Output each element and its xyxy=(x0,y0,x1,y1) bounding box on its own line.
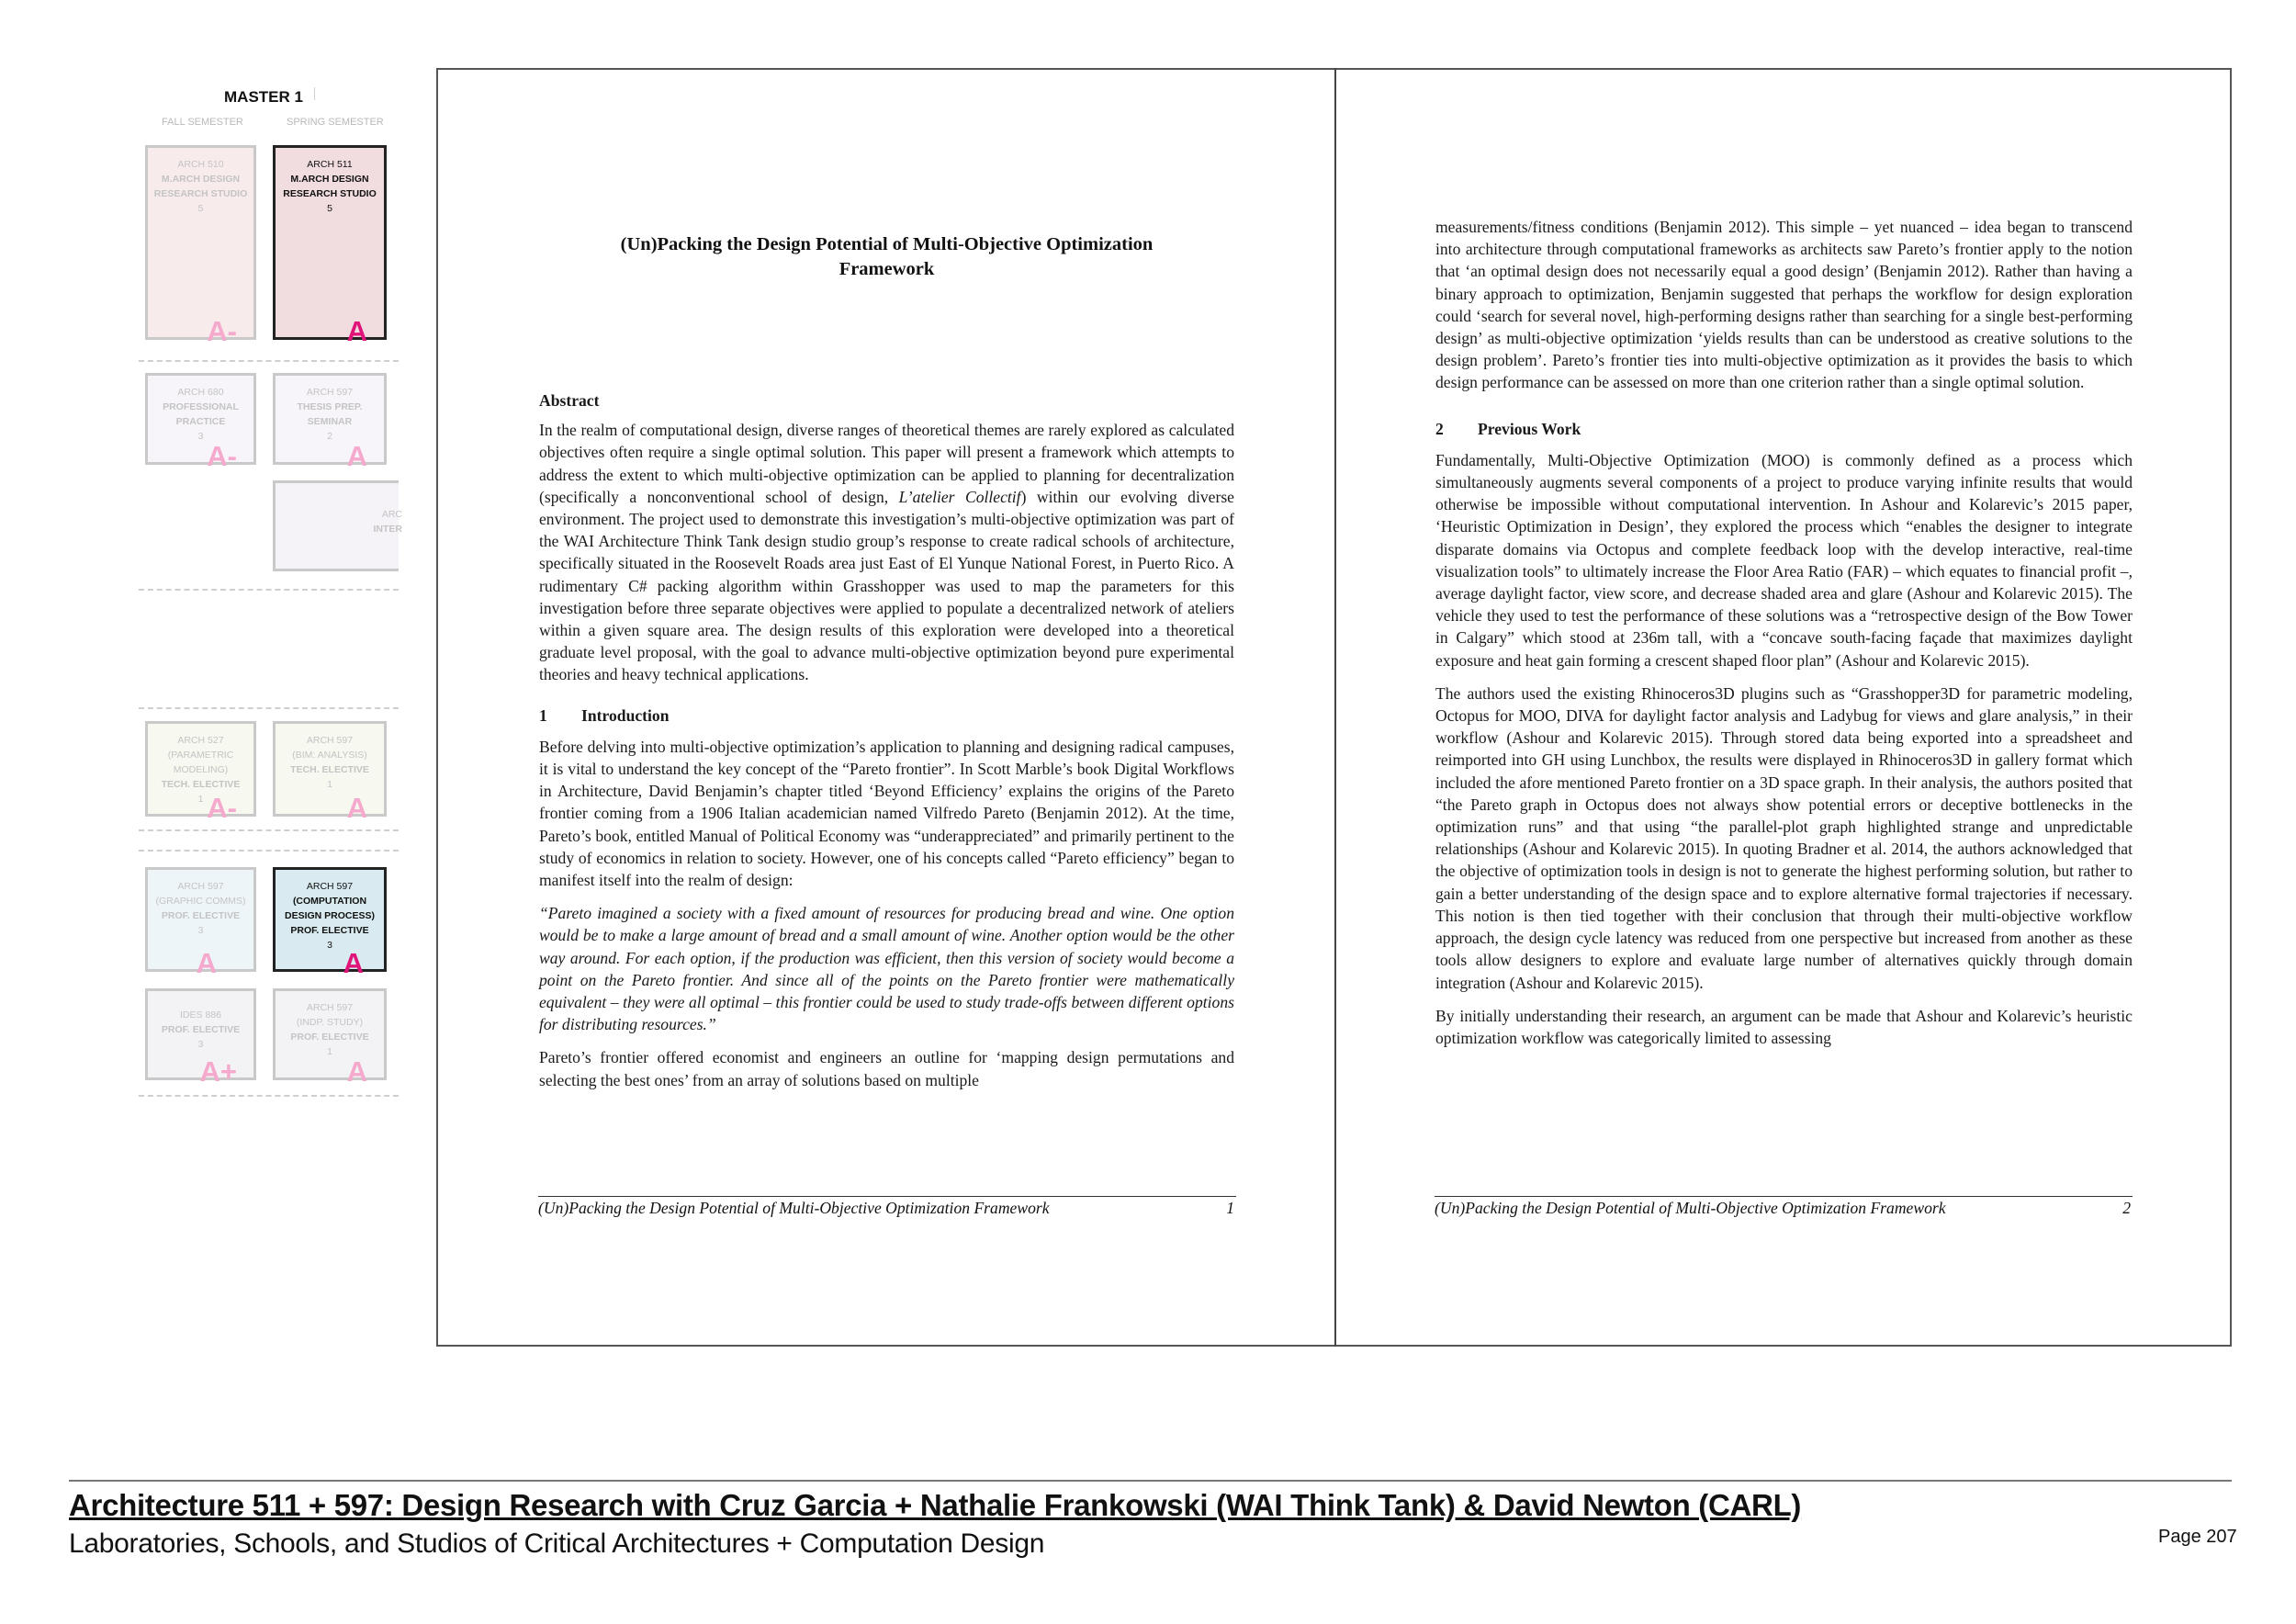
course-card-arch597-graphic xyxy=(145,867,256,979)
course-type: TECH. ELECTIVE xyxy=(161,779,241,790)
page-spine xyxy=(1334,68,1336,1347)
course-card-arch597-computation xyxy=(273,867,387,979)
section-title: Introduction xyxy=(581,705,670,725)
abstract-heading: Abstract xyxy=(539,391,600,410)
banner-rule xyxy=(69,1480,2232,1482)
course-grade: A xyxy=(346,792,367,824)
course-code: ARCH 597 xyxy=(306,881,354,892)
section-heading-introduction xyxy=(539,705,1234,727)
course-grade: A- xyxy=(207,315,237,347)
course-code: IDES 886 xyxy=(180,1009,221,1021)
footer-title: (Un)Packing the Design Potential of Multi-Objective Optimization Framework xyxy=(1435,1199,1946,1217)
course-credits: 1 xyxy=(327,779,332,790)
course-name: (GRAPHIC COMMS) xyxy=(155,896,246,907)
divider xyxy=(139,707,399,709)
course-code: ARCH 597 xyxy=(306,735,354,746)
course-card-arch680 xyxy=(145,373,256,472)
course-card-arch527 xyxy=(145,721,256,824)
course-card-ides886 xyxy=(145,988,256,1088)
course-name: RESEARCH STUDIO xyxy=(153,188,248,199)
course-name: (PARAMETRIC xyxy=(167,750,234,761)
abstract-paragraph xyxy=(539,419,1234,685)
continued-paragraph: measurements/fitness conditions (Benjamin 2012). This simple – yet nuanced – idea began to transcend into architecture through computational frameworks as architects saw Pareto’s frontier apply to the notion that ‘an optimal design does not necessarily equal a good design’ (Benjamin 2012). Rather than having a binary approach to optimization, Benjamin suggested that perhaps the workflow for design exploration could ‘search for several novel, high-performing designs rather than searching for a single best-performing design’ as multi-objective optimization ‘yields results than can be understood as creative solutions to the design problem’. Pareto’s frontier ties into multi-objective optimization as it provides the basis to which design performance can be assessed on more than one criterion rather than a single optimal solution. xyxy=(1435,218,2133,392)
course-name: MODELING) xyxy=(173,764,229,775)
course-name: PROFESSIONAL xyxy=(163,401,239,412)
abstract-text-b: ) within our evolving diverse environment. The project used to demonstrate this investigation’s multi-objective optimization was part of the WAI Architecture Think Tank design studio group’s response to create radical schools of architecture, specifically situated in the Roosevelt Roads area just East of El Yunque National Forest, in Puerto Rico. A rudimentary C# packing algorithm within Grasshopper was used to map the parameters for this investigation before three separate objectives were applied to populate a decentralized network of ateliers within a given square area. The design results of this exploration were developed into a theoretical graduate level proposal, with the goal to advance multi-objective optimization beyond pure experimental theories and heavy technical applications. xyxy=(539,487,1234,684)
course-code: ARCH 680 xyxy=(177,387,224,398)
paper-title-line2: Framework xyxy=(838,259,935,279)
banner-title: Architecture 511 + 597: Design Research with Cruz Garcia + Nathalie Frankowski (WAI Think Tank) & David Newton (CARL) xyxy=(69,1488,1802,1522)
spring-semester-label: SPRING SEMESTER xyxy=(287,117,384,128)
course-name: M.ARCH DESIGN xyxy=(161,174,241,185)
page-1-body xyxy=(539,389,1234,1102)
course-credits: 1 xyxy=(197,794,204,805)
course-name: (BIM: ANALYSIS) xyxy=(292,750,367,761)
section-title: Previous Work xyxy=(1478,419,1581,438)
course-name: RESEARCH STUDIO xyxy=(283,188,377,199)
abstract-emphasis: L’atelier Collectif xyxy=(898,487,1021,506)
divider xyxy=(139,1095,399,1097)
section-number: 2 xyxy=(1435,419,1444,438)
course-card-arch597-bim xyxy=(273,721,387,824)
course-name: SEMINAR xyxy=(307,416,353,427)
course-credits: 2 xyxy=(327,431,332,442)
course-type: PROF. ELECTIVE xyxy=(290,1032,369,1043)
course-name: M.ARCH DESIGN xyxy=(290,174,369,185)
course-credits: 5 xyxy=(327,203,332,214)
paper-title-line1: (Un)Packing the Design Potential of Multi-Objective Optimization xyxy=(620,234,1154,254)
previous-work-paragraph-2: The authors used the existing Rhinoceros3D plugins such as “Grasshopper3D for parametric modeling, Octopus for MOO, DIVA for daylight factor analysis and Ladybug for views and glare analysis,” in their workflow (Ashour and Kolarevic 2015). Through stored data being exported into a spreadsheet and reimported into GH using Lunchbox, the results were displayed in Rhinoceros3D in gallery format which included the afore mentioned Pareto frontier on a 3D space graph. In their analysis, the authors posited that “the Pareto graph in Octopus does not always show potential errors or deceptive bottlenecks in the optimization runs” and that using “the parallel-plot graph highlighted strange and unpredictable relationships (Ashour and Kolarevic 2015). In quoting Bradner et al. 2014, the authors acknowledged that the objective of optimization tools in design is not to generate the highest performing solution, but rather to gain a better understanding of the design space and to explore alternative formal trajectories if necessary. This notion is then tied together with their conclusion that through their multi-objective workflow approach, the design cycle latency was reduced from one perspective but increased from another as these tools allow designers to explore and evaluate large number of alternatives quickly through domain integration (Ashour and Kolarevic 2015). xyxy=(1435,683,2133,992)
course-type: TECH. ELECTIVE xyxy=(290,764,369,775)
course-code: ARCH 527 xyxy=(177,735,224,746)
course-name: (INDP. STUDY) xyxy=(296,1017,364,1028)
course-credits: 5 xyxy=(197,203,204,214)
divider xyxy=(139,850,399,851)
intro-paragraph-2: Pareto’s frontier offered economist and engineers an outline for ‘mapping design permutations and selecting the best ones’ from an array of solutions based on multiple xyxy=(539,1048,1234,1089)
course-card-arch-inter xyxy=(273,480,402,571)
course-code: ARCH 510 xyxy=(177,159,224,170)
course-credits: 3 xyxy=(197,925,204,936)
course-code: ARCH 511 xyxy=(307,159,353,170)
page-2-body xyxy=(1435,216,2133,1060)
course-card-arch597-thesis xyxy=(273,373,387,472)
course-credits: 1 xyxy=(327,1046,332,1057)
course-card-arch511 xyxy=(273,145,387,347)
course-code: ARC xyxy=(381,509,402,520)
chart-tick xyxy=(314,87,315,100)
section-heading-previous-work xyxy=(1435,418,2133,440)
course-grade: A xyxy=(346,315,367,347)
paper-title xyxy=(539,232,1234,282)
course-grade: A xyxy=(346,1055,367,1088)
divider xyxy=(139,589,399,591)
course-name: (COMPUTATION xyxy=(292,896,367,907)
footer-title: (Un)Packing the Design Potential of Multi-Objective Optimization Framework xyxy=(538,1199,1050,1217)
chart-title: MASTER 1 xyxy=(224,88,303,106)
course-code: ARCH 597 xyxy=(306,1002,354,1013)
course-grade: A+ xyxy=(199,1055,237,1088)
page-2-footer xyxy=(1435,1196,2133,1218)
divider xyxy=(139,829,399,831)
course-type: PROF. ELECTIVE xyxy=(161,1024,241,1035)
course-type: PROF. ELECTIVE xyxy=(161,910,241,921)
course-name: INTER xyxy=(373,524,402,535)
divider xyxy=(139,360,399,362)
course-grade: A- xyxy=(207,440,237,472)
course-grade: A xyxy=(196,947,217,979)
course-name: THESIS PREP. xyxy=(297,401,363,412)
previous-work-paragraph-1: Fundamentally, Multi-Objective Optimization (MOO) is commonly defined as a process which simultaneously augments several components of a project to produce varying infinite results that would otherwise be impossible without computational intervention. In Ashour and Kolarevic’s 2015 paper, ‘Heuristic Optimization in Design’, they explored the process which “enables the designer to integrate disparate domains via Octopus and complete feedback loop with the develop interactive, real-time visualization tools” to ultimately increase the Floor Area Ratio (FAR) – which equates to financial profit –, average daylight factor, view score, and decrease shaded area and glare (Ashour and Kolarevic 2015). The vehicle they used to test the performance of these solutions was a “retrospective design of the Bow Tower in Calgary” which stood at 236m tall, with a “concave south-facing façade that maximizes daylight exposure and heat gain forming a crescent shaped floor plan” (Ashour and Kolarevic 2015). xyxy=(1435,450,2133,670)
course-credits: 3 xyxy=(327,940,332,951)
course-grade: A xyxy=(343,947,364,979)
intro-paragraph-1: Before delving into multi-objective optimization’s application to planning and designing radical campuses, it is vital to understand the key concept of the “Pareto frontier”. In Scott Marble’s book Digital Workflows in Architecture, David Benjamin’s chapter titled ‘Beyond Efficiency’ explains the origins of the Pareto frontier coming from a 1906 Italian academician named Vilfredo Pareto (Benjamin 2012). At the time, Pareto’s book, entitled Manual of Political Economy was “underappreciated” and primarily pertinent to the study of economics in relation to society. However, one of his concepts called “Pareto efficiency” began to manifest itself into the realm of design: xyxy=(539,737,1234,890)
course-name: DESIGN PROCESS) xyxy=(284,910,376,921)
course-code: ARCH 597 xyxy=(177,881,224,892)
course-grade: A xyxy=(346,440,367,472)
abstract-text-a: In the realm of computational design, diverse ranges of theoretical themes are rarely explored as calculated objectives often require a single optimal solution. This paper will present a framework which attempts to address the extent to which multi-objective optimization can be applied to planning for decentralization (specifically a nonconventional school of design, xyxy=(539,421,1234,506)
previous-work-paragraph-3: By initially understanding their research, an argument can be made that Ashour and Kolarevic’s heuristic optimization workflow was categorically limited to assessing xyxy=(1435,1006,2133,1047)
pareto-quote: “Pareto imagined a society with a fixed amount of resources for producing bread and wine. One option would be to make a large amount of bread and a small amount of wine. Another option would be the other way around. For each option, if the production was efficient, then this version of society would become a point on the Pareto frontier. And since all of the points on the Pareto frontier were mathematically equivalent – they were all optimal – this frontier could be used to study trade-offs between different options for distributing resources.” xyxy=(539,904,1234,1034)
course-type: PROF. ELECTIVE xyxy=(290,925,369,936)
course-code: ARCH 597 xyxy=(306,387,354,398)
page-1-footer xyxy=(538,1196,1236,1218)
footer-page-number: 1 xyxy=(1226,1199,1234,1217)
course-credits: 3 xyxy=(197,1039,204,1050)
course-card-arch597-indp xyxy=(273,988,387,1088)
course-credits: 3 xyxy=(197,431,204,442)
footer-page-number: 2 xyxy=(2122,1199,2131,1217)
banner-subtitle: Laboratories, Schools, and Studios of Critical Architectures + Computation Design xyxy=(69,1528,1045,1559)
course-grade: A- xyxy=(207,792,237,824)
fall-semester-label: FALL SEMESTER xyxy=(162,117,243,128)
course-name: PRACTICE xyxy=(175,416,226,427)
page-number: Page 207 xyxy=(2158,1527,2237,1547)
course-card-arch510 xyxy=(145,145,256,347)
section-number: 1 xyxy=(539,705,547,725)
